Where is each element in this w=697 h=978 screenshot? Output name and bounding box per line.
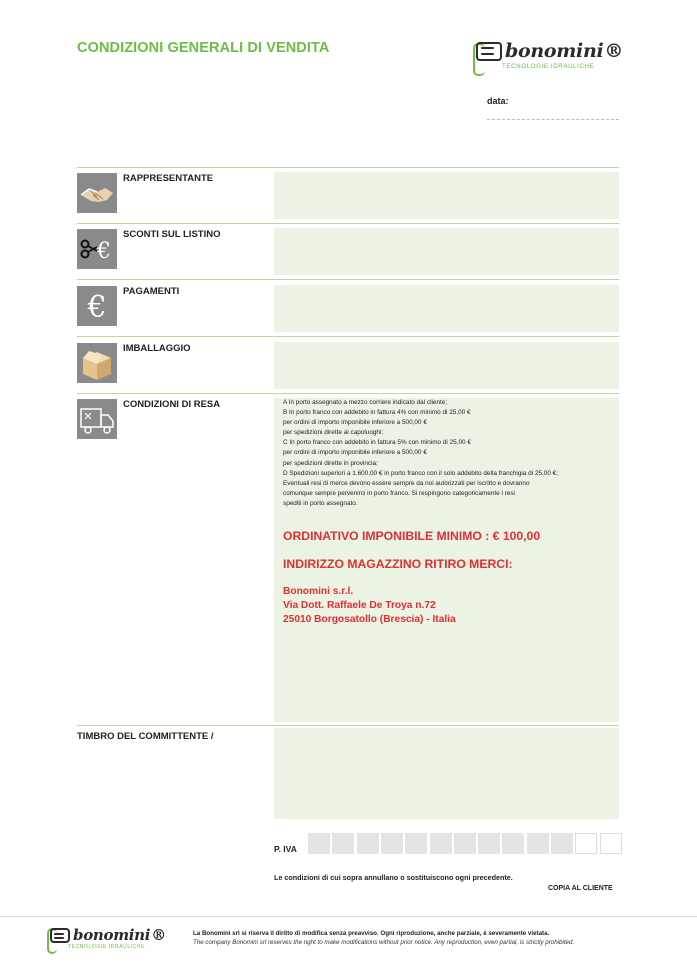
logo-tagline: TECNOLOGIE IDRAULICHE xyxy=(68,944,146,950)
date-field[interactable] xyxy=(487,119,619,120)
footer-notice-en: The company Bonomini srl reserves the right to make modifications without prior notice. Any reproduction, even partial, is strictly prohibited. xyxy=(193,939,575,946)
minimum-order: ORDINATIVO IMPONIBILE MINIMO : € 100,00 xyxy=(283,529,541,543)
handshake-icon xyxy=(77,173,117,213)
terms-line: per spedizioni dirette in provincia; xyxy=(283,459,378,467)
terms-line: C In porto franco con addebito in fattura 5% con minimo di 25,00 € xyxy=(283,439,471,447)
imballaggio-field[interactable] xyxy=(274,342,619,389)
logo-wordmark: bonomini xyxy=(505,40,604,62)
piva-digit-box[interactable] xyxy=(381,833,403,854)
copy-label: COPIA AL CLIENTE xyxy=(548,885,613,892)
terms-line: D Spedizioni superiori a 1.600,00 € in porto franco con il solo addebito della franchigia di 25,00 €; xyxy=(283,469,558,477)
warehouse-address xyxy=(283,585,456,627)
logo-registered: ® xyxy=(151,926,166,944)
footer-notice-it: La Bonomini srl si riserva il diritto di modifica senza preavviso. Ogni riproduzione, anche parziale, è severamente vietata. xyxy=(193,930,550,937)
footer-logo xyxy=(50,926,166,950)
row-label-condizioni-resa: CONDIZIONI DI RESA xyxy=(123,399,221,410)
truck-icon xyxy=(77,399,117,439)
piva-digit-box[interactable] xyxy=(430,833,452,854)
divider xyxy=(77,725,619,726)
terms-line: A In porto assegnato a mezzo corriere indicato dal cliente; xyxy=(283,399,448,406)
divider xyxy=(77,393,619,394)
divider xyxy=(77,167,619,168)
row-label-sconti: SCONTI SUL LISTINO xyxy=(123,229,221,240)
stamp-field[interactable] xyxy=(274,728,619,819)
piva-digit-box[interactable] xyxy=(308,833,330,854)
terms-line: per ordini di importo imponibile inferiore a 500,00 € xyxy=(283,449,427,457)
piva-digit-box[interactable] xyxy=(575,833,597,854)
page-title: CONDIZIONI GENERALI DI VENDITA xyxy=(77,40,330,56)
row-label-pagamenti: PAGAMENTI xyxy=(123,286,180,297)
stamp-label: TIMBRO DEL COMMITTENTE / xyxy=(77,731,214,742)
scissors-euro-icon xyxy=(77,229,117,269)
piva-label: P. IVA xyxy=(274,844,297,854)
terms-line: Eventuali resi di merce devono essere sempre da noi autorizzati per iscritto e dovranno xyxy=(283,479,530,487)
logo-tagline: TECNOLOGIE IDRAULICHE xyxy=(502,63,595,70)
warehouse-heading: INDIRIZZO MAGAZZINO RITIRO MERCI: xyxy=(283,557,513,571)
piva-digit-box[interactable] xyxy=(454,833,476,854)
sconti-field[interactable] xyxy=(274,228,619,275)
divider xyxy=(77,336,619,337)
piva-digit-box[interactable] xyxy=(405,833,427,854)
terms-line: comunque sempre pervenirci in porto franco. Si respingono categoricamente i resi xyxy=(283,489,515,497)
address-line: Via Dott. Raffaele De Troya n.72 xyxy=(283,600,436,611)
row-label-rappresentante: RAPPRESENTANTE xyxy=(123,173,214,184)
terms-line: spediti in porto assegnato. xyxy=(283,499,358,507)
svg-text:€: € xyxy=(97,239,111,264)
terms-line: per spedizioni dirette ai capoluoghi; xyxy=(283,429,384,437)
terms-line: per ordini di importo imponibile inferiore a 500,00 € xyxy=(283,419,427,427)
address-line: Bonomini s.r.l. xyxy=(283,586,354,597)
rappresentante-field[interactable] xyxy=(274,172,619,219)
pagamenti-field[interactable] xyxy=(274,285,619,332)
row-label-imballaggio: IMBALLAGGIO xyxy=(123,343,191,354)
logo-wordmark: bonomini xyxy=(73,926,151,944)
logo-mark-icon xyxy=(50,928,70,943)
piva-digit-box[interactable] xyxy=(527,833,549,854)
piva-digit-box[interactable] xyxy=(332,833,354,854)
piva-digit-box[interactable] xyxy=(502,833,524,854)
terms-text xyxy=(283,398,558,509)
notice-text: Le condizioni di cui sopra annullano o sostituiscono ogni precedente. xyxy=(274,873,513,882)
address-line: 25010 Borgosatollo (Brescia) - Italia xyxy=(283,614,456,625)
bonomini-logo xyxy=(476,40,623,70)
piva-digit-box[interactable] xyxy=(357,833,379,854)
divider xyxy=(77,279,619,280)
piva-digit-box[interactable] xyxy=(478,833,500,854)
logo-mark-icon xyxy=(476,42,502,61)
euro-icon xyxy=(77,286,117,326)
box-icon xyxy=(77,343,117,383)
divider xyxy=(77,223,619,224)
logo-registered: ® xyxy=(604,40,624,62)
footer-divider xyxy=(0,916,697,917)
terms-line: B In porto franco con addebito in fattura 4% con minimo di 25,00 € xyxy=(283,409,471,417)
date-label: data: xyxy=(487,96,509,106)
svg-text:€: € xyxy=(87,290,107,325)
piva-digit-box[interactable] xyxy=(551,833,573,854)
piva-digit-box[interactable] xyxy=(600,833,622,854)
